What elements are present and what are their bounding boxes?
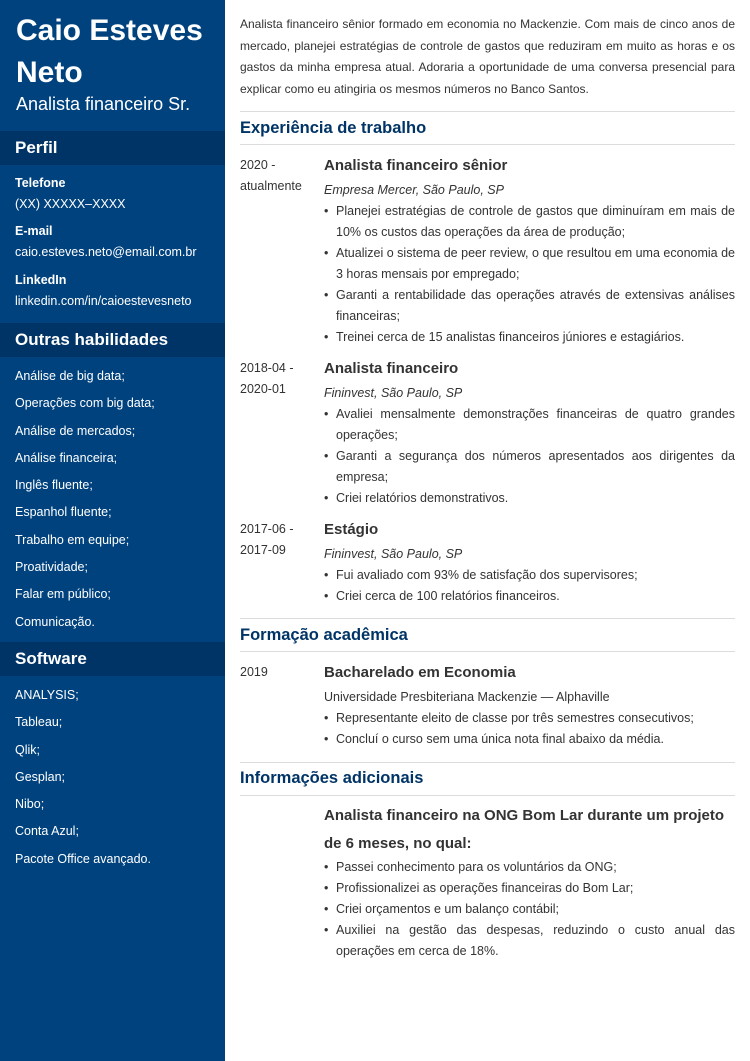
education-heading: Formação acadêmica [240,626,408,644]
bullet-item: • Criei orçamentos e um balanço contábil; [324,899,735,920]
skill-item: Análise de big data; [15,369,125,383]
job-date-start: 2017-06 - [240,522,294,536]
job-date [240,519,320,561]
job-date-start: 2018-04 - [240,361,294,375]
job-role: Analista financeiro [324,360,459,377]
candidate-name: Caio Esteves Neto [16,14,203,89]
skill-item: Trabalho em equipe; [15,532,130,547]
divider [240,762,735,763]
software-item: Tableau; [15,715,63,730]
professional-summary: Analista financeiro sênior formado em economia no Mackenzie. Com mais de cinco anos de mercado, planejei estratégias de controle de gastos que reduziram em muito as horas e os gastos da minha empresa atual. Adoraria a oportunidade de uma conversa presencial para explicar como eu atingiria os mesmos números no Banco Santos. [240,17,735,96]
bullet-item: • Avaliei mensalmente demonstrações financeiras de quatro grandes operações; [324,404,735,446]
job-bullets [324,201,735,348]
job-bullets [324,404,735,509]
bullet-item: • Concluí o curso sem uma única nota final abaixo da média. [324,729,735,750]
perfil-heading: Perfil [0,131,225,165]
education-school: Universidade Presbiteriana Mackenzie — Alphaville [324,690,610,704]
bullet-item: • Fui avaliado com 93% de satisfação dos supervisores; [324,565,735,586]
software-item: Pacote Office avançado. [15,851,151,866]
education-date: 2019 [240,665,268,679]
linkedin-value[interactable]: linkedin.com/in/caioestevesneto [15,294,192,308]
job-company: Fininvest, São Paulo, SP [324,386,463,400]
bullet-item: • Garanti a rentabilidade das operações através de extensivas análises financeiras; [324,285,735,327]
additional-title: Analista financeiro na ONG Bom Lar durante um projeto de 6 meses, no qual: [324,807,725,852]
divider [240,144,735,145]
job-date [240,155,320,197]
skill-item: Proatividade; [15,560,88,575]
bullet-item: • Representante eleito de classe por três semestres consecutivos; [324,708,735,729]
skill-item: Análise financeira; [15,450,118,465]
education-bullets [324,708,735,750]
job-date [240,358,320,400]
additional-heading: Informações adicionais [240,769,424,787]
experience-heading: Experiência de trabalho [240,119,427,137]
phone-value: (XX) XXXXX–XXXX [15,197,126,211]
email-value[interactable]: caio.esteves.neto@email.com.br [15,245,197,259]
job-date-end: atualmente [240,179,302,193]
job-date-start: 2020 - [240,158,276,172]
bullet-item: • Passei conhecimento para os voluntários da ONG; [324,857,735,878]
software-item: Nibo; [15,797,45,812]
job-role: Estágio [324,521,379,538]
candidate-title: Analista financeiro Sr. [16,94,191,114]
additional-bullets [324,857,735,962]
divider [240,795,735,796]
job-date-end: 2020-01 [240,382,286,396]
software-item: Qlik; [15,742,40,757]
skill-item: Espanhol fluente; [15,505,112,520]
bullet-item: • Profissionalizei as operações financeiras do Bom Lar; [324,878,735,899]
divider [240,618,735,619]
phone-label: Telefone [15,176,66,190]
skill-item: Operações com big data; [15,396,155,411]
bullet-item: • Auxiliei na gestão das despesas, reduzindo o custo anual das operações em cerca de 18%. [324,920,735,962]
skill-item: Inglês fluente; [15,478,93,493]
bullet-item: • Planejei estratégias de controle de gastos que diminuíram em mais de 10% os custos das operações da área de produção; [324,201,735,243]
divider [240,651,735,652]
software-list [15,686,220,877]
email-label: E-mail [15,224,53,238]
linkedin-label: LinkedIn [15,273,67,287]
bullet-item: • Criei relatórios demonstrativos. [324,488,735,509]
bullet-item: • Treinei cerca de 15 analistas financeiros júniores e estagiários. [324,327,735,348]
job-role: Analista financeiro sênior [324,157,508,174]
job-date-end: 2017-09 [240,543,286,557]
job-bullets [324,565,735,607]
job-company: Fininvest, São Paulo, SP [324,547,463,561]
education-degree: Bacharelado em Economia [324,664,516,681]
software-item: ANALYSIS; [15,688,79,702]
skill-item: Comunicação. [15,614,95,629]
skills-heading: Outras habilidades [0,323,225,357]
sidebar [0,0,225,1061]
bullet-item: • Criei cerca de 100 relatórios financeiros. [324,586,735,607]
software-heading: Software [0,642,225,676]
software-item: Gesplan; [15,769,66,784]
bullet-item: • Atualizei o sistema de peer review, o que resultou em uma economia de 3 horas mensais por empregado; [324,243,735,285]
software-item: Conta Azul; [15,824,79,839]
skill-item: Falar em público; [15,587,111,602]
divider [240,111,735,112]
skill-item: Análise de mercados; [15,423,136,438]
job-company: Empresa Mercer, São Paulo, SP [324,183,504,197]
skills-list [15,367,220,640]
bullet-item: • Garanti a segurança dos números apresentados aos dirigentes da empresa; [324,446,735,488]
